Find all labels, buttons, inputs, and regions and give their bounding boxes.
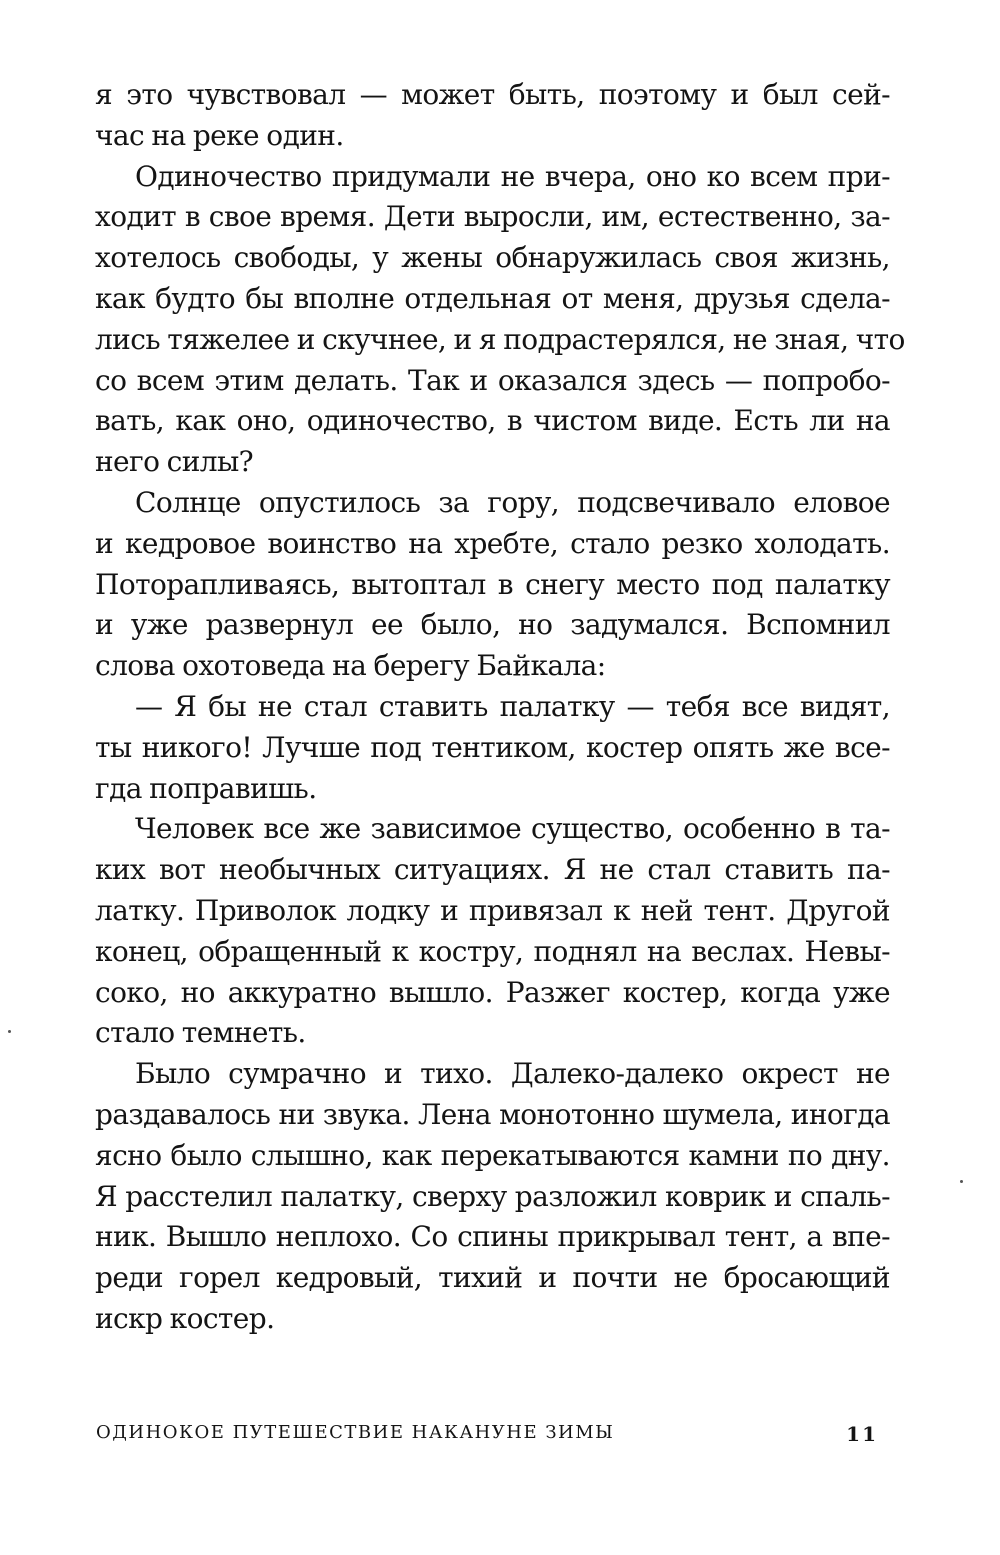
text-line: со всем этим делать. Так и оказался здесь — попробо- [95,363,890,397]
text-line: ты никого! Лучше под тентиком, костер опять же все- [95,730,890,764]
text-line: него силы? [95,445,254,479]
text-line: Одиночество придумали не вчера, оно ко всем при- [135,159,890,193]
text-line: вать, как оно, одиночество, в чистом виде. Есть ли на [95,404,890,438]
text-line: ясно было слышно, как перекатываются камни по дну. [95,1138,890,1172]
page-footer [96,1422,878,1452]
text-line: гда поправишь. [95,771,317,805]
text-line: слова охотоведа на берегу Байкала: [95,649,606,683]
text-line: ник. Вышло неплохо. Со спины прикрывал тент, а впе- [95,1220,890,1254]
text-line: — Я бы не стал ставить палатку — тебя все видят, [135,689,890,723]
text-line: ких вот необычных ситуациях. Я не стал ставить па- [95,853,890,887]
text-line: я это чувствовал — может быть, поэтому и был сей- [95,78,890,111]
text-line: стало темнеть. [95,1016,306,1050]
text-line: как будто бы вполне отдельная от меня, друзья сдела- [95,281,890,315]
body-text [95,75,905,1340]
text-line: хотелось свободы, у жены обнаружилась своя жизнь, [95,241,890,275]
text-line: искр костер. [95,1301,275,1335]
text-line: лись тяжелее и скучнее, и я подрастерялся, не зная, что [95,322,905,356]
text-line: час на реке один. [95,118,344,152]
text-line: Человек все же зависимое существо, особенно в та- [135,812,890,846]
scan-speck [960,1180,963,1183]
text-line: реди горел кедровый, тихий и почти не бросающий [95,1261,890,1295]
text-line: и кедровое воинство на хребте, стало резко холодать. [95,526,890,560]
text-line: ходит в свое время. Дети выросли, им, естественно, за- [95,200,890,234]
text-line: Поторапливаясь, вытоптал в снегу место под палатку [95,567,890,601]
text-line: и уже развернул ее было, но задумался. Вспомнил [95,608,890,642]
page-number: 11 [846,1422,878,1446]
text-line: латку. Приволок лодку и привязал к ней тент. Другой [95,893,890,927]
text-line: раздавалось ни звука. Лена монотонно шумела, иногда [95,1097,890,1131]
scan-speck [8,1030,11,1033]
text-line: Я расстелил палатку, сверху разложил коврик и спаль- [95,1179,890,1213]
text-line: соко, но аккуратно вышло. Разжег костер, когда уже [95,975,890,1009]
running-title: ОДИНОКОЕ ПУТЕШЕСТВИЕ НАКАНУНЕ ЗИМЫ [96,1422,615,1443]
text-line: Было сумрачно и тихо. Далеко-далеко окрест не [135,1057,890,1091]
text-line: конец, обращенный к костру, поднял на веслах. Невы- [95,934,890,968]
text-line: Солнце опустилось за гору, подсвечивало еловое [135,485,890,519]
